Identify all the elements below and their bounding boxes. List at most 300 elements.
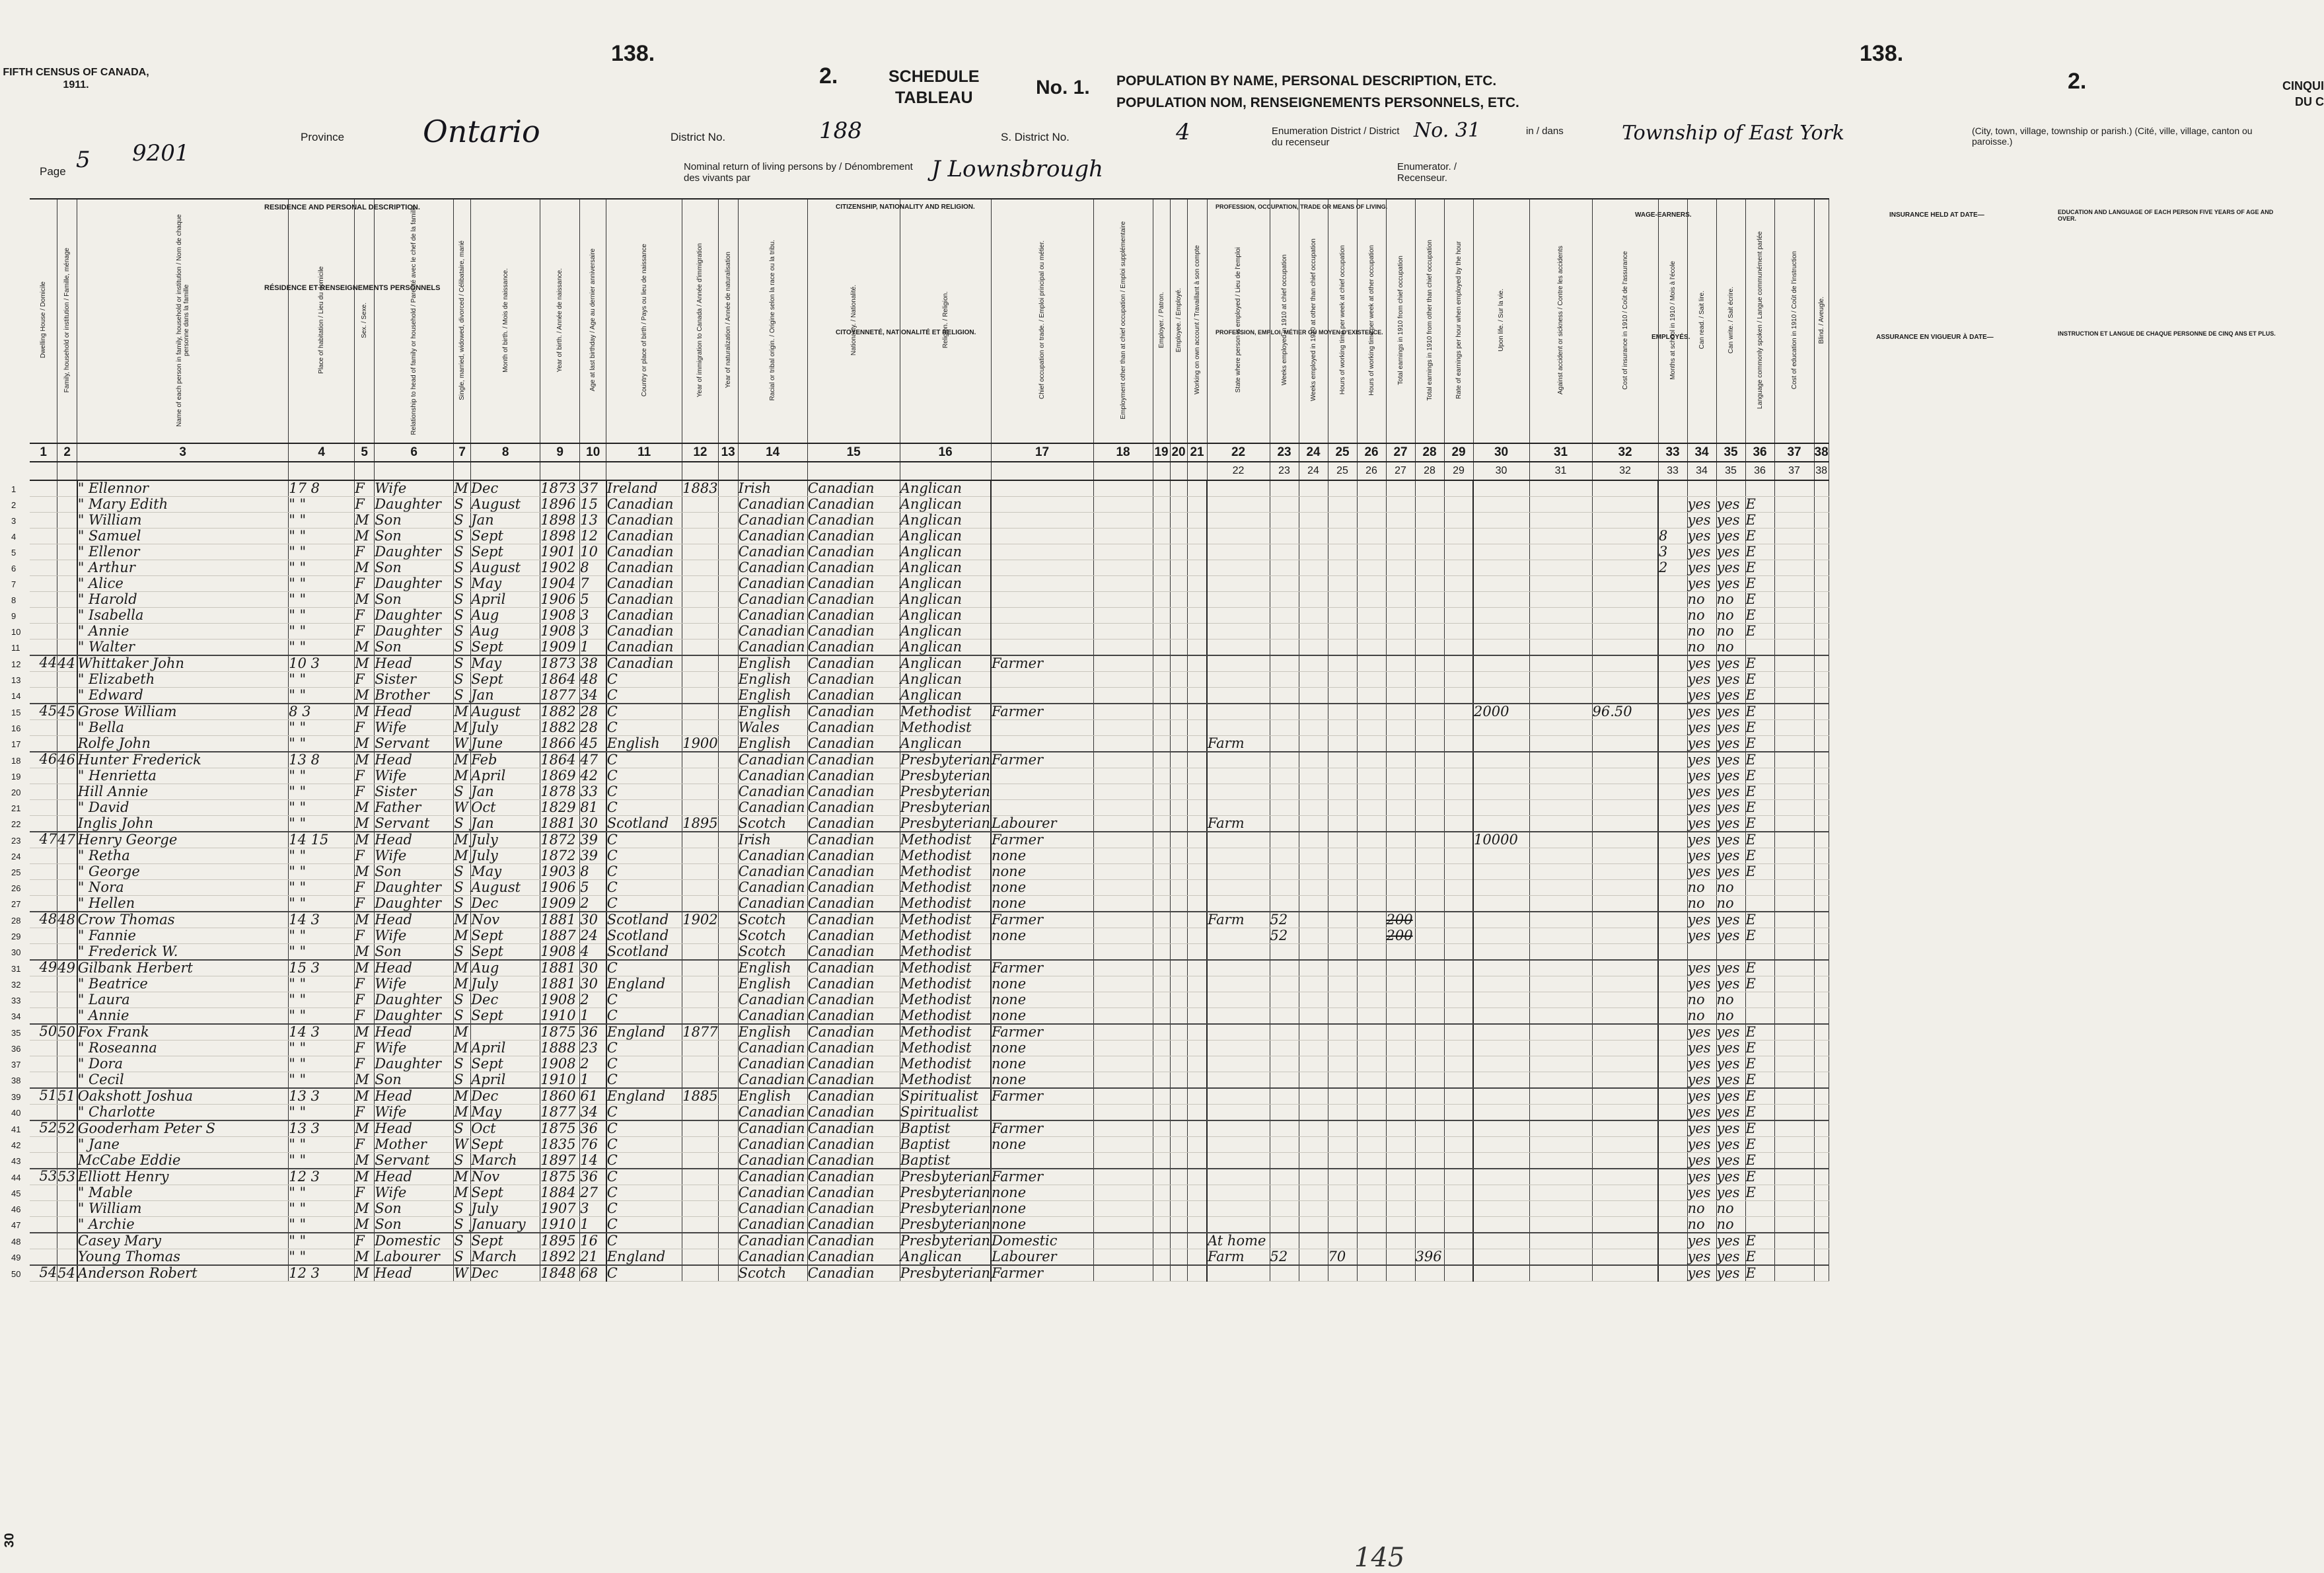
- cell-religion: Methodist: [900, 832, 991, 848]
- column-header-label: Blind. / Aveugle.: [1817, 296, 1825, 344]
- cell-place: 8 3: [289, 704, 355, 720]
- cell-blind: [1814, 544, 1829, 560]
- enum-value: No. 31: [1414, 119, 1481, 142]
- cell-weeks-chief: [1270, 880, 1299, 896]
- cell-year: 1904: [540, 576, 580, 592]
- cell-relationship: Son: [375, 513, 454, 529]
- cell-can-read: yes: [1687, 544, 1716, 560]
- cell-religion: Methodist: [900, 704, 991, 720]
- cell-hours-chief: [1328, 1185, 1357, 1201]
- cell-weeks-other: [1299, 513, 1328, 529]
- cell-employee: [1170, 816, 1187, 832]
- cell-blind: [1814, 1137, 1829, 1153]
- cell-year: 1887: [540, 928, 580, 944]
- cell-work-place: [1207, 1072, 1270, 1089]
- cell-nationality: Canadian: [807, 1072, 900, 1089]
- cell-dwelling: [11, 928, 57, 944]
- cell-other-employment: [1093, 864, 1153, 880]
- cell-dwelling: 12 44: [11, 655, 57, 671]
- cell-can-read: yes: [1687, 1185, 1716, 1201]
- cell-insurance-cost: [1592, 1072, 1658, 1089]
- cell-nationality: Canadian: [807, 655, 900, 672]
- cell-hours-other: [1357, 1056, 1386, 1072]
- cell-occupation: [991, 784, 1093, 800]
- cell-language: [1745, 944, 1774, 961]
- cell-name: " Retha: [77, 848, 289, 864]
- cell-insurance-cost: [1592, 928, 1658, 944]
- cell-occupation: none: [991, 1072, 1093, 1089]
- cell-earnings-chief: [1386, 560, 1415, 576]
- cell-life-insurance: [1473, 976, 1529, 992]
- cell-age: 2: [580, 1056, 606, 1072]
- cell-status: M: [454, 1169, 471, 1185]
- cell-birthplace: C: [606, 800, 682, 816]
- cell-accident-insurance: [1529, 480, 1592, 497]
- cell-month: Dec: [471, 896, 540, 912]
- cell-insurance-cost: [1592, 816, 1658, 832]
- cell-religion: Methodist: [900, 1072, 991, 1089]
- cell-status: S: [454, 880, 471, 896]
- cell-origin: Canadian: [738, 896, 807, 912]
- cell-sex: F: [355, 1041, 375, 1056]
- cell-accident-insurance: [1529, 576, 1592, 592]
- cell-earnings-chief: [1386, 880, 1415, 896]
- cell-can-read: yes: [1687, 1056, 1716, 1072]
- cell-naturalization: [718, 1072, 738, 1089]
- cell-employee: [1170, 544, 1187, 560]
- cell-relationship: Daughter: [375, 1008, 454, 1025]
- cell-education-cost: [1774, 896, 1814, 912]
- cell-rate: [1444, 832, 1473, 848]
- cell-relationship: Daughter: [375, 608, 454, 624]
- cell-insurance-cost: [1592, 688, 1658, 704]
- column-header-label: Year of naturalization / Année de naturalisation: [724, 252, 732, 388]
- cell-sex: F: [355, 880, 375, 896]
- line-number: 19: [11, 772, 21, 782]
- cell-blind: [1814, 1105, 1829, 1121]
- cell-earnings-other: [1415, 560, 1444, 576]
- cell-insurance-cost: [1592, 1120, 1658, 1137]
- table-row: [30, 976, 1829, 992]
- cell-work-place: [1207, 752, 1270, 768]
- cell-accident-insurance: [1529, 1201, 1592, 1217]
- cell-education-cost: [1774, 1169, 1814, 1185]
- cell-earnings-other: [1415, 944, 1444, 961]
- cell-immigration: [682, 784, 718, 800]
- cell-earnings-chief: [1386, 816, 1415, 832]
- cell-sex: F: [355, 576, 375, 592]
- cell-month: Sept: [471, 529, 540, 544]
- cell-accident-insurance: [1529, 912, 1592, 928]
- cell-naturalization: [718, 1153, 738, 1169]
- cell-work-place: [1207, 960, 1270, 976]
- cell-employer: [1153, 1105, 1170, 1121]
- cell-place: " ": [289, 1072, 355, 1089]
- cell-religion: Baptist: [900, 1137, 991, 1153]
- cell-employee: [1170, 608, 1187, 624]
- cell-weeks-chief: [1270, 592, 1299, 608]
- cell-month: Jan: [471, 513, 540, 529]
- cell-year: 1903: [540, 864, 580, 880]
- cell-education-cost: [1774, 816, 1814, 832]
- cell-work-place: [1207, 1201, 1270, 1217]
- table-row: [30, 640, 1829, 656]
- cell-hours-chief: [1328, 832, 1357, 848]
- cell-age: 4: [580, 944, 606, 961]
- line-number: 46: [11, 1204, 21, 1214]
- table-row: [30, 1153, 1829, 1169]
- cell-name: " Henrietta: [77, 768, 289, 784]
- cell-naturalization: [718, 1217, 738, 1233]
- cell-immigration: [682, 1137, 718, 1153]
- cell-education-cost: [1774, 992, 1814, 1008]
- cell-earnings-chief: [1386, 1041, 1415, 1056]
- cell-religion: Presbyterian: [900, 768, 991, 784]
- cell-rate: [1444, 1185, 1473, 1201]
- cell-hours-chief: [1328, 497, 1357, 513]
- cell-weeks-chief: [1270, 1008, 1299, 1025]
- cell-religion: Presbyterian: [900, 1216, 991, 1232]
- cell-language: E: [1745, 1153, 1774, 1169]
- cell-education-cost: [1774, 655, 1814, 672]
- column-number: 33: [1658, 443, 1687, 462]
- cell-religion: Methodist: [900, 1056, 991, 1072]
- cell-blind: [1814, 480, 1829, 497]
- cell-weeks-other: [1299, 848, 1328, 864]
- cell-rate: [1444, 624, 1473, 640]
- cell-family: [57, 1008, 77, 1025]
- cell-can-read: yes: [1687, 832, 1716, 848]
- line-number: 50: [11, 1269, 21, 1279]
- cell-occupation: [991, 672, 1093, 688]
- cell-hours-other: [1357, 832, 1386, 848]
- cell-year: 1902: [540, 560, 580, 576]
- cell-relationship: Son: [375, 1072, 454, 1089]
- cell-family: [57, 736, 77, 752]
- cell-employee: [1170, 529, 1187, 544]
- cell-family: [57, 480, 77, 497]
- cell-year: 1906: [540, 880, 580, 896]
- cell-family: [57, 976, 77, 992]
- cell-life-insurance: 10000: [1473, 832, 1529, 848]
- schedule-number-right: 2.: [2068, 69, 2087, 94]
- cell-own-account: [1187, 1249, 1207, 1266]
- cell-sex: F: [355, 768, 375, 784]
- column-header-label: Employer. / Patron.: [1157, 291, 1165, 349]
- cell-own-account: [1187, 529, 1207, 544]
- cell-school-months: [1658, 800, 1687, 816]
- table-row: [30, 688, 1829, 704]
- cell-relationship: Daughter: [375, 497, 454, 513]
- cell-earnings-chief: [1386, 688, 1415, 704]
- cell-can-read: yes: [1687, 912, 1716, 928]
- column-number: 30: [1473, 443, 1529, 462]
- cell-accident-insurance: [1529, 768, 1592, 784]
- cell-name: " Mable: [77, 1185, 289, 1201]
- cell-hours-chief: [1328, 655, 1357, 672]
- cell-employer: [1153, 816, 1170, 832]
- cell-accident-insurance: [1529, 529, 1592, 544]
- table-row: [30, 1137, 1829, 1153]
- cell-occupation: none: [991, 992, 1093, 1008]
- cell-can-read: yes: [1687, 1041, 1716, 1056]
- cell-immigration: [682, 688, 718, 704]
- cell-dwelling: [11, 497, 57, 513]
- cell-work-place: [1207, 497, 1270, 513]
- cell-relationship: Head: [375, 1024, 454, 1041]
- cell-can-read: yes: [1687, 784, 1716, 800]
- column-header-25: [1328, 199, 1357, 443]
- cell-name: " Hellen: [77, 896, 289, 912]
- cell-rate: [1444, 529, 1473, 544]
- cell-hours-other: [1357, 944, 1386, 961]
- cell-earnings-other: [1415, 529, 1444, 544]
- cell-blind: [1814, 752, 1829, 768]
- cell-age: 7: [580, 576, 606, 592]
- cell-immigration: [682, 513, 718, 529]
- cell-origin: Canadian: [738, 1201, 807, 1217]
- cell-sex: F: [355, 672, 375, 688]
- cell-birthplace: C: [606, 880, 682, 896]
- column-number: 22: [1207, 443, 1270, 462]
- cell-nationality: Canadian: [807, 1041, 900, 1056]
- table-row: [30, 1185, 1829, 1201]
- cell-earnings-other: [1415, 1217, 1444, 1233]
- cell-naturalization: [718, 608, 738, 624]
- column-number-repeat: [718, 462, 738, 480]
- column-header-label: Hours of working time per week at other occupation: [1367, 244, 1375, 396]
- cell-naturalization: [718, 529, 738, 544]
- cell-employer: [1153, 497, 1170, 513]
- cell-other-employment: [1093, 1265, 1153, 1282]
- cell-employee: [1170, 1153, 1187, 1169]
- cell-education-cost: [1774, 1088, 1814, 1105]
- cell-name: " Edward: [77, 688, 289, 704]
- cell-can-read: yes: [1687, 1105, 1716, 1121]
- cell-employee: [1170, 704, 1187, 720]
- cell-hours-chief: [1328, 1041, 1357, 1056]
- cell-age: 28: [580, 720, 606, 736]
- cell-employee: [1170, 1041, 1187, 1056]
- cell-naturalization: [718, 1233, 738, 1249]
- cell-earnings-other: 396: [1415, 1249, 1444, 1266]
- cell-work-place: [1207, 1120, 1270, 1137]
- cell-birthplace: Canadian: [606, 655, 682, 672]
- cell-origin: Irish: [738, 480, 807, 497]
- line-number: 2: [11, 500, 17, 510]
- cell-insurance-cost: [1592, 576, 1658, 592]
- cell-sex: M: [355, 1265, 375, 1282]
- cell-own-account: [1187, 655, 1207, 672]
- cell-own-account: [1187, 720, 1207, 736]
- cell-year: 1877: [540, 1105, 580, 1121]
- column-number: 31: [1529, 443, 1592, 462]
- line-number: 33: [11, 996, 21, 1006]
- cell-earnings-chief: [1386, 640, 1415, 656]
- cell-accident-insurance: [1529, 1120, 1592, 1137]
- cell-name: Grose William: [77, 704, 289, 720]
- cell-earnings-other: [1415, 655, 1444, 672]
- cell-school-months: [1658, 1008, 1687, 1025]
- cell-can-write: yes: [1716, 1024, 1745, 1041]
- section-education: EDUCATION AND LANGUAGE OF EACH PERSON FIVE YEARS OF AGE AND OVER.: [2058, 209, 2274, 222]
- cell-name: " William: [77, 513, 289, 529]
- cell-other-employment: [1093, 1041, 1153, 1056]
- cell-origin: Canadian: [738, 592, 807, 608]
- cell-immigration: [682, 1072, 718, 1089]
- cell-hours-other: [1357, 592, 1386, 608]
- section-insurance-fr: ASSURANCE EN VIGUEUR À DATE—: [1876, 334, 1994, 341]
- cell-can-write: yes: [1716, 1088, 1745, 1105]
- cell-occupation: [991, 497, 1093, 513]
- cell-hours-chief: [1328, 880, 1357, 896]
- cell-relationship: Wife: [375, 1041, 454, 1056]
- cell-naturalization: [718, 768, 738, 784]
- cell-employee: [1170, 688, 1187, 704]
- cell-can-write: no: [1716, 880, 1745, 896]
- cell-year: 1872: [540, 832, 580, 848]
- cell-family: [57, 544, 77, 560]
- cell-can-read: yes: [1687, 848, 1716, 864]
- cell-naturalization: [718, 928, 738, 944]
- line-number: 17: [11, 739, 21, 749]
- cell-can-write: yes: [1716, 864, 1745, 880]
- cell-weeks-other: [1299, 592, 1328, 608]
- cell-accident-insurance: [1529, 1137, 1592, 1153]
- cell-hours-other: [1357, 624, 1386, 640]
- cell-birthplace: Canadian: [606, 624, 682, 640]
- cell-other-employment: [1093, 1169, 1153, 1185]
- cell-blind: [1814, 529, 1829, 544]
- cell-can-write: no: [1716, 608, 1745, 624]
- cell-school-months: [1658, 1072, 1687, 1089]
- cell-own-account: [1187, 513, 1207, 529]
- cell-earnings-chief: [1386, 944, 1415, 961]
- cell-work-place: [1207, 608, 1270, 624]
- cell-accident-insurance: [1529, 1185, 1592, 1201]
- cell-employee: [1170, 944, 1187, 961]
- cell-place: " ": [289, 513, 355, 529]
- column-header-7: [454, 199, 471, 443]
- line-number: 31: [11, 964, 21, 974]
- cell-other-employment: [1093, 1120, 1153, 1137]
- cell-weeks-chief: [1270, 768, 1299, 784]
- column-number: 15: [807, 443, 900, 462]
- table-row: [30, 1024, 1829, 1041]
- cell-employer: [1153, 1233, 1170, 1249]
- cell-status: S: [454, 1153, 471, 1169]
- cell-school-months: [1658, 880, 1687, 896]
- cell-religion: Anglican: [900, 592, 991, 608]
- cell-employee: [1170, 1105, 1187, 1121]
- cell-other-employment: [1093, 688, 1153, 704]
- line-number: 47: [11, 1220, 21, 1230]
- cell-birthplace: C: [606, 832, 682, 848]
- cell-employee: [1170, 736, 1187, 752]
- cell-education-cost: [1774, 592, 1814, 608]
- column-number-repeat: 24: [1299, 462, 1328, 480]
- cell-religion: Methodist: [900, 1008, 991, 1025]
- cell-language: [1745, 1008, 1774, 1025]
- column-header-label: Year of birth. / Année de naissance.: [556, 268, 564, 373]
- cell-blind: [1814, 832, 1829, 848]
- cell-status: S: [454, 1249, 471, 1266]
- cell-earnings-other: [1415, 1024, 1444, 1041]
- cell-life-insurance: [1473, 928, 1529, 944]
- cell-age: 30: [580, 976, 606, 992]
- cell-rate: [1444, 480, 1473, 497]
- cell-occupation: [991, 640, 1093, 656]
- table-row: [30, 768, 1829, 784]
- cell-nationality: Canadian: [807, 640, 900, 656]
- cell-blind: [1814, 1217, 1829, 1233]
- cell-immigration: 1895: [682, 815, 718, 831]
- column-number-repeat: 25: [1328, 462, 1357, 480]
- column-header-16: [900, 199, 991, 443]
- cell-weeks-chief: [1270, 1265, 1299, 1282]
- cell-can-write: yes: [1716, 560, 1745, 576]
- cell-insurance-cost: [1592, 1201, 1658, 1217]
- cell-earnings-chief: [1386, 1249, 1415, 1266]
- cell-age: 14: [580, 1153, 606, 1169]
- cell-birthplace: C: [606, 896, 682, 912]
- cell-blind: [1814, 800, 1829, 816]
- cell-naturalization: [718, 960, 738, 976]
- cell-life-insurance: [1473, 1056, 1529, 1072]
- cell-place: " ": [289, 640, 355, 656]
- cell-nationality: Canadian: [807, 1088, 900, 1105]
- cell-occupation: [991, 768, 1093, 784]
- cell-naturalization: [718, 816, 738, 832]
- cell-hours-chief: [1328, 576, 1357, 592]
- cell-occupation: none: [991, 896, 1093, 912]
- cell-naturalization: [718, 513, 738, 529]
- cell-can-write: yes: [1716, 928, 1745, 944]
- cell-dwelling: 44 53: [11, 1168, 57, 1184]
- cell-life-insurance: [1473, 720, 1529, 736]
- cell-can-read: yes: [1687, 560, 1716, 576]
- column-header-13: [718, 199, 738, 443]
- table-row: [30, 513, 1829, 529]
- cell-status: S: [454, 672, 471, 688]
- cell-occupation: Farmer: [991, 1169, 1093, 1185]
- cell-accident-insurance: [1529, 1008, 1592, 1025]
- cell-occupation: none: [991, 928, 1093, 944]
- column-number: 16: [900, 443, 991, 462]
- cell-school-months: [1658, 768, 1687, 784]
- cell-weeks-chief: [1270, 1056, 1299, 1072]
- cell-earnings-other: [1415, 1201, 1444, 1217]
- table-row: [30, 576, 1829, 592]
- cell-rate: [1444, 1233, 1473, 1249]
- cell-nationality: Canadian: [807, 672, 900, 688]
- table-row: [30, 608, 1829, 624]
- cell-family: 47: [57, 832, 77, 848]
- cell-nationality: Canadian: [807, 944, 900, 961]
- cell-education-cost: [1774, 784, 1814, 800]
- cell-school-months: [1658, 672, 1687, 688]
- cell-education-cost: [1774, 672, 1814, 688]
- cell-can-write: yes: [1716, 800, 1745, 816]
- cell-other-employment: [1093, 720, 1153, 736]
- cell-place: " ": [289, 896, 355, 912]
- cell-year: 1906: [540, 592, 580, 608]
- cell-own-account: [1187, 688, 1207, 704]
- cell-status: S: [454, 896, 471, 912]
- cell-occupation: none: [991, 864, 1093, 880]
- cell-rate: [1444, 1201, 1473, 1217]
- table-row: [30, 992, 1829, 1008]
